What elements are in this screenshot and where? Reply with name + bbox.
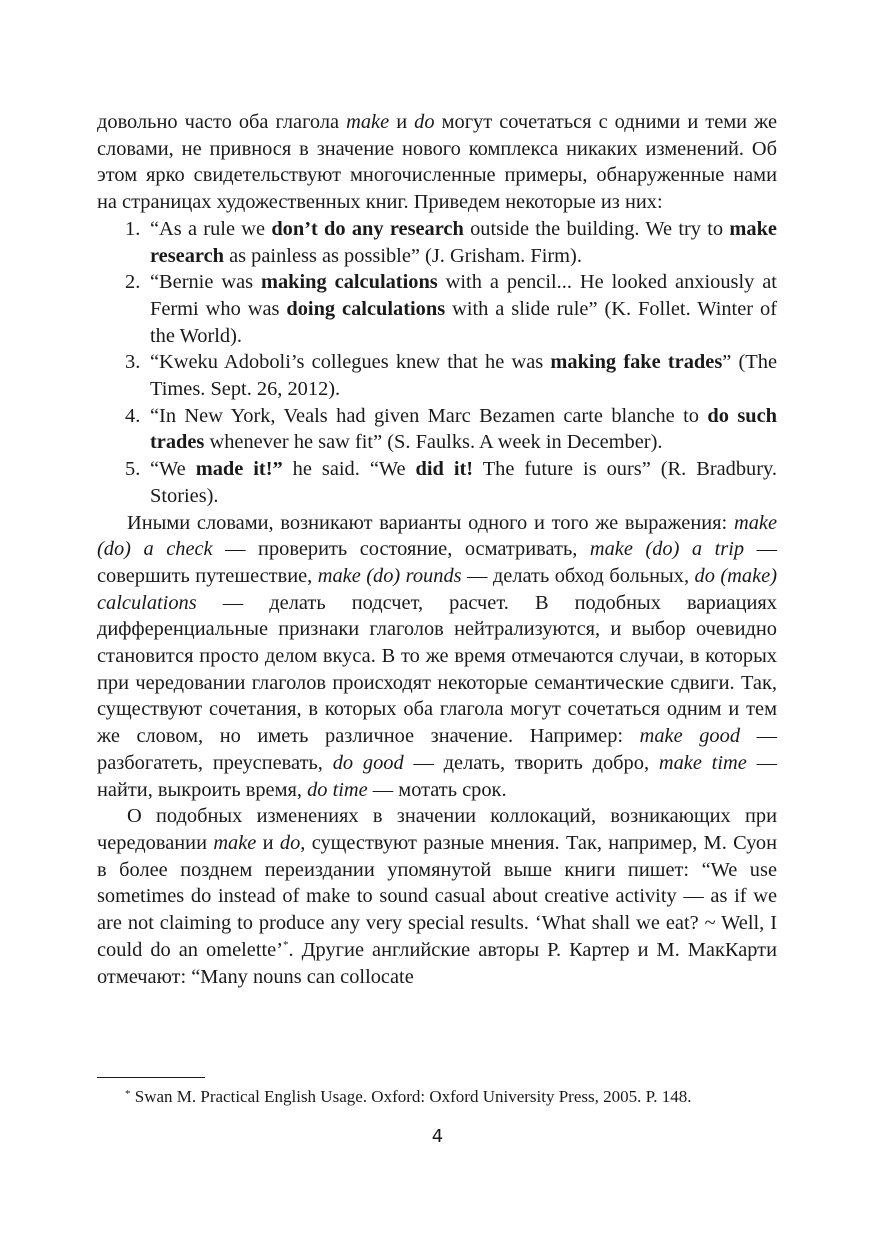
paragraph-intro: довольно часто оба глагола make и do могут сочетаться с одними и теми же словами, не привнося в значение нового комплекса никаких изменений. Об этом ярко свидетельствуют многочисленные примеры, обнаруженные нами на страницах художественных книг. Приведем некоторые из них: <box>97 111 777 214</box>
example-item: 3. “Kweku Adoboli’s collegues knew that he was making fake trades” (The Times. Sept. 26, 2012). <box>125 351 778 401</box>
example-item: 4. “In New York, Veals had given Marc Bezamen carte blanche to do such trades whenever he saw fit” (S. Faulks. A week in December). <box>125 404 777 454</box>
example-item: 1. “As a rule we don’t do any research outside the building. We try to make research as painless as possible” (J. Grisham. Firm). <box>125 217 777 267</box>
footnote-reference[interactable]: * <box>283 938 289 951</box>
paragraph-variants: Иными словами, возникают варианты одного и того же выражения: make (do) a check — проверить состояние, осматривать, make (do) a trip — совершить путешествие, make (do) rounds — делать обход больных, do (make) calculations — делать подсчет, расчет. В подобных вариациях дифференциальные признаки глаголов нейтрализуются, и выбор очевидно становится просто делом вкуса. В то же время отмечаются случаи, в которых при чередовании глаголов происходят некоторые семантические сдвиги. Так, существуют сочетания, в которых оба глагола могут сочетаться одним и тем же словом, но иметь различное значение. Например: make good — разбогатеть, преуспевать, do good — делать, творить добро, make time — найти, выкроить время, do time — мотать срок. <box>97 511 777 801</box>
example-item: 5. “We made it!” he said. “We did it! The future is ours” (R. Bradbury. Stories). <box>125 458 778 507</box>
footnote <box>97 1083 777 1108</box>
examples-list <box>97 216 777 510</box>
example-item: 2. “Bernie was making calculations with a pencil... He looked anxiously at Fermi who was doing calculations with a slide rule” (K. Follet. Winter of the World). <box>125 271 777 347</box>
page-body <box>97 109 777 990</box>
main-text <box>97 109 777 990</box>
page-number: 4 <box>431 1126 444 1147</box>
footnote-text: Swan M. Practical English Usage. Oxford: Oxford University Press, 2005. P. 148. <box>130 1087 692 1106</box>
footnote-mark: * <box>125 1088 131 1100</box>
footnote-divider <box>97 1077 205 1078</box>
paragraph-opinions: О подобных изменениях в значении коллокаций, возникающих при чередовании make и do, существуют разные мнения. Так, например, М. Суон в более позднем переиздании упомянутой выше книги пишет: “We use sometimes do instead of make to sound casual about creative activity — as if we are not claiming to produce any very special results. ‘What shall we eat? ~ Well, I could do an omelette’*. Другие английские авторы Р. Картер и М. МакКарти отмечают: “Many nouns can collocate <box>97 805 777 988</box>
